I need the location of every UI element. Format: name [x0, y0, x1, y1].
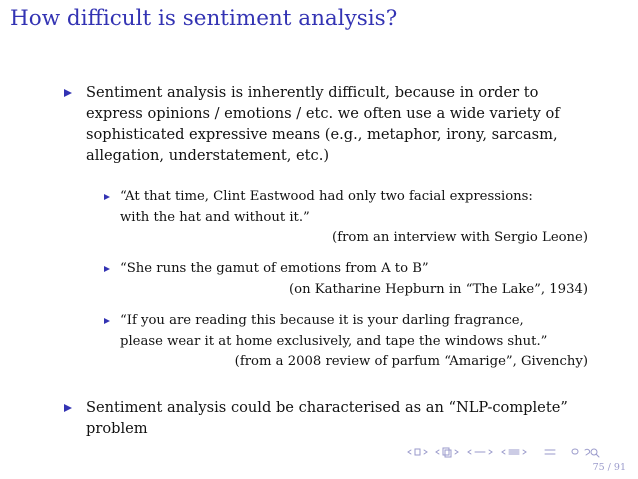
first-frame-icon[interactable]: [408, 449, 427, 455]
bullet-line: Sentiment analysis is inherently difficult, because in order to: [86, 84, 539, 101]
example-quote: [120, 311, 588, 373]
page-number: 75 / 91: [592, 462, 626, 473]
next-subsection-icon[interactable]: [489, 450, 492, 454]
example-quote: [120, 187, 588, 249]
align-icon[interactable]: [545, 450, 555, 454]
quote-line: with the hat and without it.”: [120, 209, 310, 225]
next-frame-icon[interactable]: [443, 448, 458, 457]
quote-line: “If you are reading this because it is your darling fragrance,: [120, 313, 524, 328]
quote-line: “She runs the gamut of emotions from A to B”: [120, 261, 429, 276]
bullet-line: Sentiment analysis could be characterised as an “NLP-complete”: [86, 399, 568, 416]
quote-attribution: (from an interview with Sergio Leone): [332, 230, 588, 245]
sub-bullet-arrow-icon: [104, 266, 110, 272]
sub-bullet-arrow-icon: [104, 318, 110, 324]
sub-bullet-arrow-icon: [104, 194, 110, 200]
search-icon[interactable]: [572, 449, 599, 457]
quote-line: “At that time, Clint Eastwood had only two facial expressions:: [120, 189, 533, 204]
example-quote: [120, 259, 588, 300]
bullet-item: [86, 397, 568, 439]
bullet-line: problem: [86, 420, 148, 437]
quote-attribution: (on Katharine Hepburn in “The Lake”, 1934): [289, 281, 588, 297]
slide-title: How difficult is sentiment analysis?: [10, 6, 398, 31]
bullet-arrow-icon: [64, 404, 72, 412]
bullet-line: sophisticated expressive means (e.g., metaphor, irony, sarcasm,: [86, 126, 558, 143]
navigation-symbols: [405, 445, 630, 459]
previous-frame-icon[interactable]: [436, 450, 439, 454]
quote-attribution: (from a 2008 review of parfum “Amarige”, Givenchy): [234, 354, 588, 369]
next-section-icon[interactable]: [523, 450, 526, 454]
previous-section-icon[interactable]: [502, 450, 519, 454]
bullet-line: express opinions / emotions / etc. we often use a wide variety of: [86, 105, 560, 122]
bullet-arrow-icon: [64, 89, 72, 97]
navigation-bar: [405, 445, 630, 459]
previous-subsection-icon[interactable]: [468, 450, 485, 454]
bullet-line: allegation, understatement, etc.): [86, 147, 330, 164]
quote-line: please wear it at home exclusively, and tape the windows shut.”: [120, 333, 548, 349]
bullet-item: [86, 82, 560, 166]
